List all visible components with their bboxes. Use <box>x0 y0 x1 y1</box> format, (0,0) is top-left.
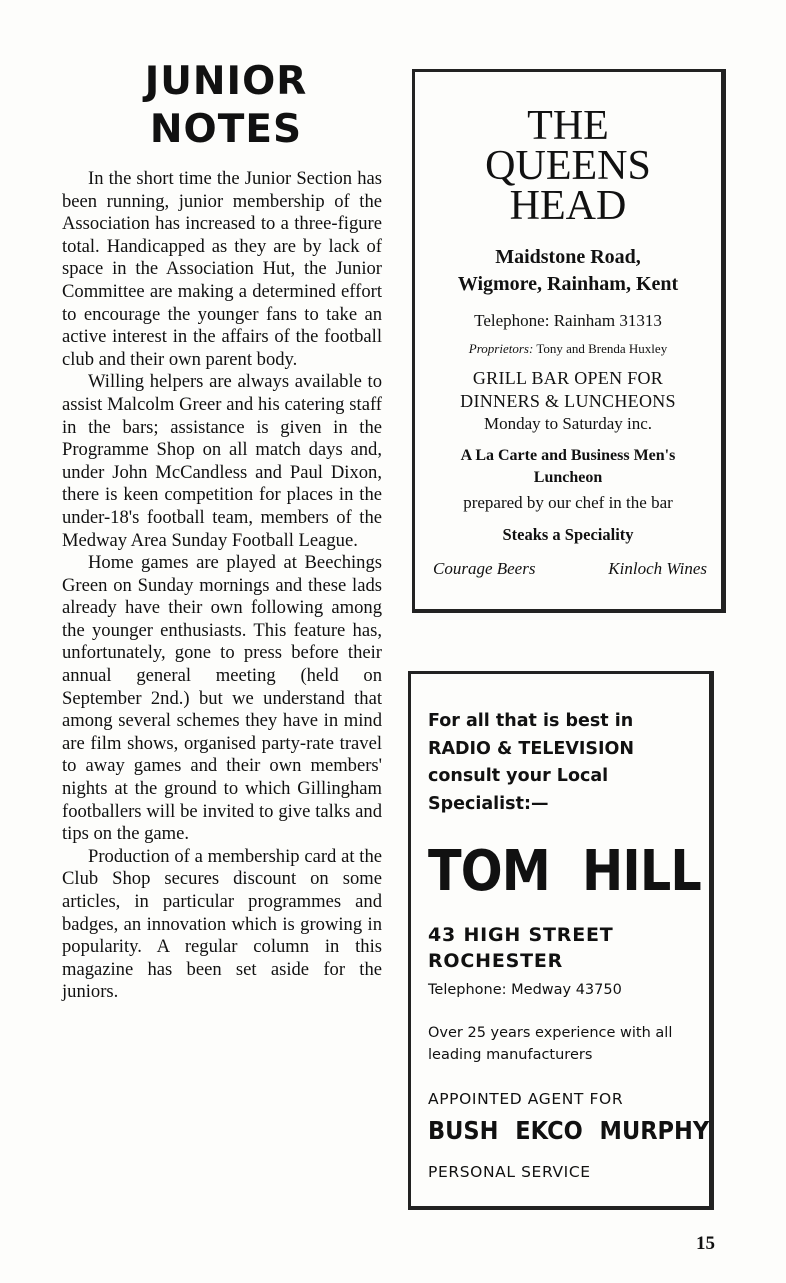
tom-hill-advert <box>408 671 714 1210</box>
appointed-agent: APPOINTED AGENT FOR <box>428 1090 624 1108</box>
address-line: Maidstone Road, <box>495 246 641 268</box>
opening-hours: Monday to Saturday inc. <box>483 414 653 433</box>
intro-line: For all that is best in <box>428 711 634 731</box>
carte-line: Luncheon <box>533 469 603 486</box>
drinks-line <box>415 559 721 579</box>
pub-address <box>415 244 721 298</box>
proprietors-label: Proprietors: <box>468 341 534 356</box>
intro-line: consult your Local <box>428 766 609 786</box>
junior-notes-article <box>62 168 382 1004</box>
heading-line-1: JUNIOR <box>144 59 308 104</box>
advert-intro <box>428 708 709 818</box>
grill-bar-notice <box>415 367 721 413</box>
experience-note <box>428 1022 709 1066</box>
intro-line: RADIO & TELEVISION <box>428 738 635 759</box>
proprietors-names: Tony and Brenda Huxley <box>536 341 668 356</box>
article-paragraph: Willing helpers are always available to assist Malcolm Greer and his catering staff in the bars; assistance is given in the Programme Shop on all match days and, under John McCandless and Paul Dixon, there is keen competition for places in the under-18's football team, members of the Medway Area Sunday Football League. <box>62 371 382 551</box>
pub-name-line: QUEENS <box>485 143 651 189</box>
article-paragraph: Home games are played at Beechings Green on Sunday mornings and these lads already have their own following among the younger enthusiasts. This feature has, unfortunately, gone to press before their annual general meeting (held on September 2nd.) but we understand that among several schemes they have in mind are film shows, organised party-rate travel to away games and their own members' nights at the ground to which Gillingham footballers will be invited to give talks and tips on the game. <box>62 552 382 845</box>
pub-telephone: Telephone: Rainham 31313 <box>474 311 662 330</box>
personal-service: PERSONAL SERVICE <box>428 1163 591 1181</box>
shop-telephone: Telephone: Medway 43750 <box>428 982 622 998</box>
grill-line: DINNERS & LUNCHEONS <box>460 391 676 411</box>
address-line: ROCHESTER <box>428 950 564 972</box>
chef-note: prepared by our chef in the bar <box>463 493 673 512</box>
pub-name <box>415 103 721 229</box>
queens-head-advert <box>412 69 726 613</box>
shop-name: TOM HILL <box>428 839 701 904</box>
wines-label: Kinloch Wines <box>608 559 707 578</box>
heading-line-2: NOTES <box>149 107 303 152</box>
steaks-speciality: Steaks a Speciality <box>502 525 634 544</box>
shop-address <box>428 922 709 974</box>
page-number: 15 <box>696 1233 715 1254</box>
intro-line: Specialist:— <box>428 793 549 814</box>
a-la-carte <box>415 445 721 489</box>
address-line: 43 HIGH STREET <box>428 924 614 946</box>
beers-label: Courage Beers <box>433 559 536 578</box>
pub-name-line: HEAD <box>509 183 627 229</box>
address-line: Wigmore, Rainham, Kent <box>457 273 679 295</box>
article-paragraph: In the short time the Junior Section has been running, junior membership of the Association has increased to a three-figure total. Handicapped as they are by lack of space in the Association Hut, the Junior Committee are making a determined effort to encourage the younger fans to take an active interest in the affairs of the football club and their own parent body. <box>62 168 382 370</box>
experience-line: leading manufacturers <box>428 1047 593 1063</box>
pub-name-line: THE <box>527 103 609 149</box>
carte-line: A La Carte and Business Men's <box>460 447 676 464</box>
junior-notes-heading <box>60 58 392 154</box>
grill-line: GRILL BAR OPEN FOR <box>472 368 664 388</box>
brand-list: BUSH EKCO MURPHY <box>428 1116 710 1145</box>
pub-proprietors <box>415 341 721 357</box>
article-paragraph: Production of a membership card at the Club Shop secures discount on some articles, in particular programmes and badges, an innovation which is growing in popularity. A regular column in this magazine has been set aside for the juniors. <box>62 845 382 1003</box>
experience-line: Over 25 years experience with all <box>428 1025 673 1041</box>
